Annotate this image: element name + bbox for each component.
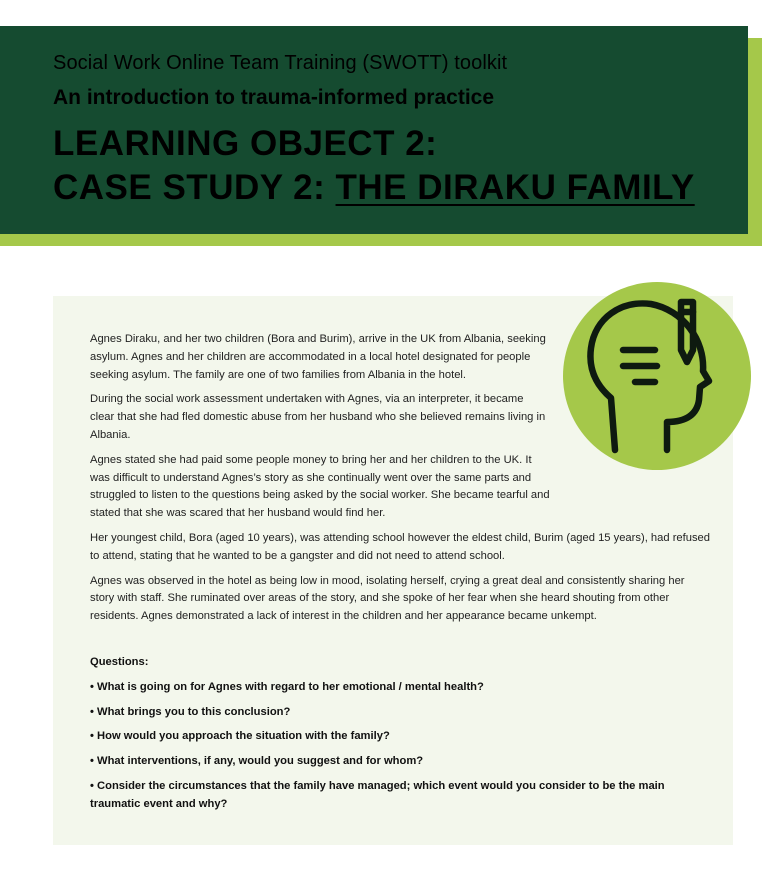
case-paragraph: Agnes Diraku, and her two children (Bora and Burim), arrive in the UK from Albania, seeking asylum. Agnes and her children are accommodated in a local hotel designated for people seeking asylum. The family are one of two families from Albania in the hotel. xyxy=(90,333,546,381)
case-paragraph: Her youngest child, Bora (aged 10 years), was attending school however the eldest child, Burim (aged 15 years), had refused to attend, stating that he wanted to be a gangster and did not need to attend school. xyxy=(90,531,711,562)
case-paragraph: Agnes was observed in the hotel as being low in mood, isolating herself, crying a great deal and consistently sharing her story with staff. She ruminated over areas of the story, and she spoke of her fear when she heard shouting from other residents. Agnes demonstrated a lack of interest in the children and her appearance became unkempt. xyxy=(90,574,685,623)
page-title xyxy=(53,122,695,210)
case-paragraph: During the social work assessment undertaken with Agnes, via an interpreter, it became clear that she had fled domestic abuse from her husband who she believed remains living in Albania. xyxy=(90,393,546,441)
question-item: • What is going on for Agnes with regard to her emotional / mental health? xyxy=(90,680,484,693)
case-paragraph: Agnes stated she had paid some people money to bring her and her children to the UK. It was difficult to understand Agnes’s story as she continually went over the same parts and struggled to listen to the questions being asked by the social worker. She became tearful and stated that she was scared that her husband would find her. xyxy=(90,453,550,520)
question-item: • Consider the circumstances that the family have managed; which event would you consider to be the main traumatic event and why? xyxy=(90,779,665,810)
page-subtitle: An introduction to trauma-informed practice xyxy=(53,86,495,109)
questions-section xyxy=(90,654,710,821)
question-item: • What interventions, if any, would you suggest and for whom? xyxy=(90,755,424,768)
title-line-2-family-name: THE DIRAKU FAMILY xyxy=(335,168,695,207)
case-study-text xyxy=(90,331,710,633)
questions-heading: Questions: xyxy=(90,656,149,668)
title-line-1: LEARNING OBJECT 2: xyxy=(53,124,438,163)
question-item: • How would you approach the situation with the family? xyxy=(90,730,390,743)
title-line-2 xyxy=(53,166,695,210)
question-item: • What brings you to this conclusion? xyxy=(90,705,291,718)
toolkit-title: Social Work Online Team Training (SWOTT) toolkit xyxy=(53,52,508,74)
title-line-2-prefix: CASE STUDY 2: xyxy=(53,168,336,207)
